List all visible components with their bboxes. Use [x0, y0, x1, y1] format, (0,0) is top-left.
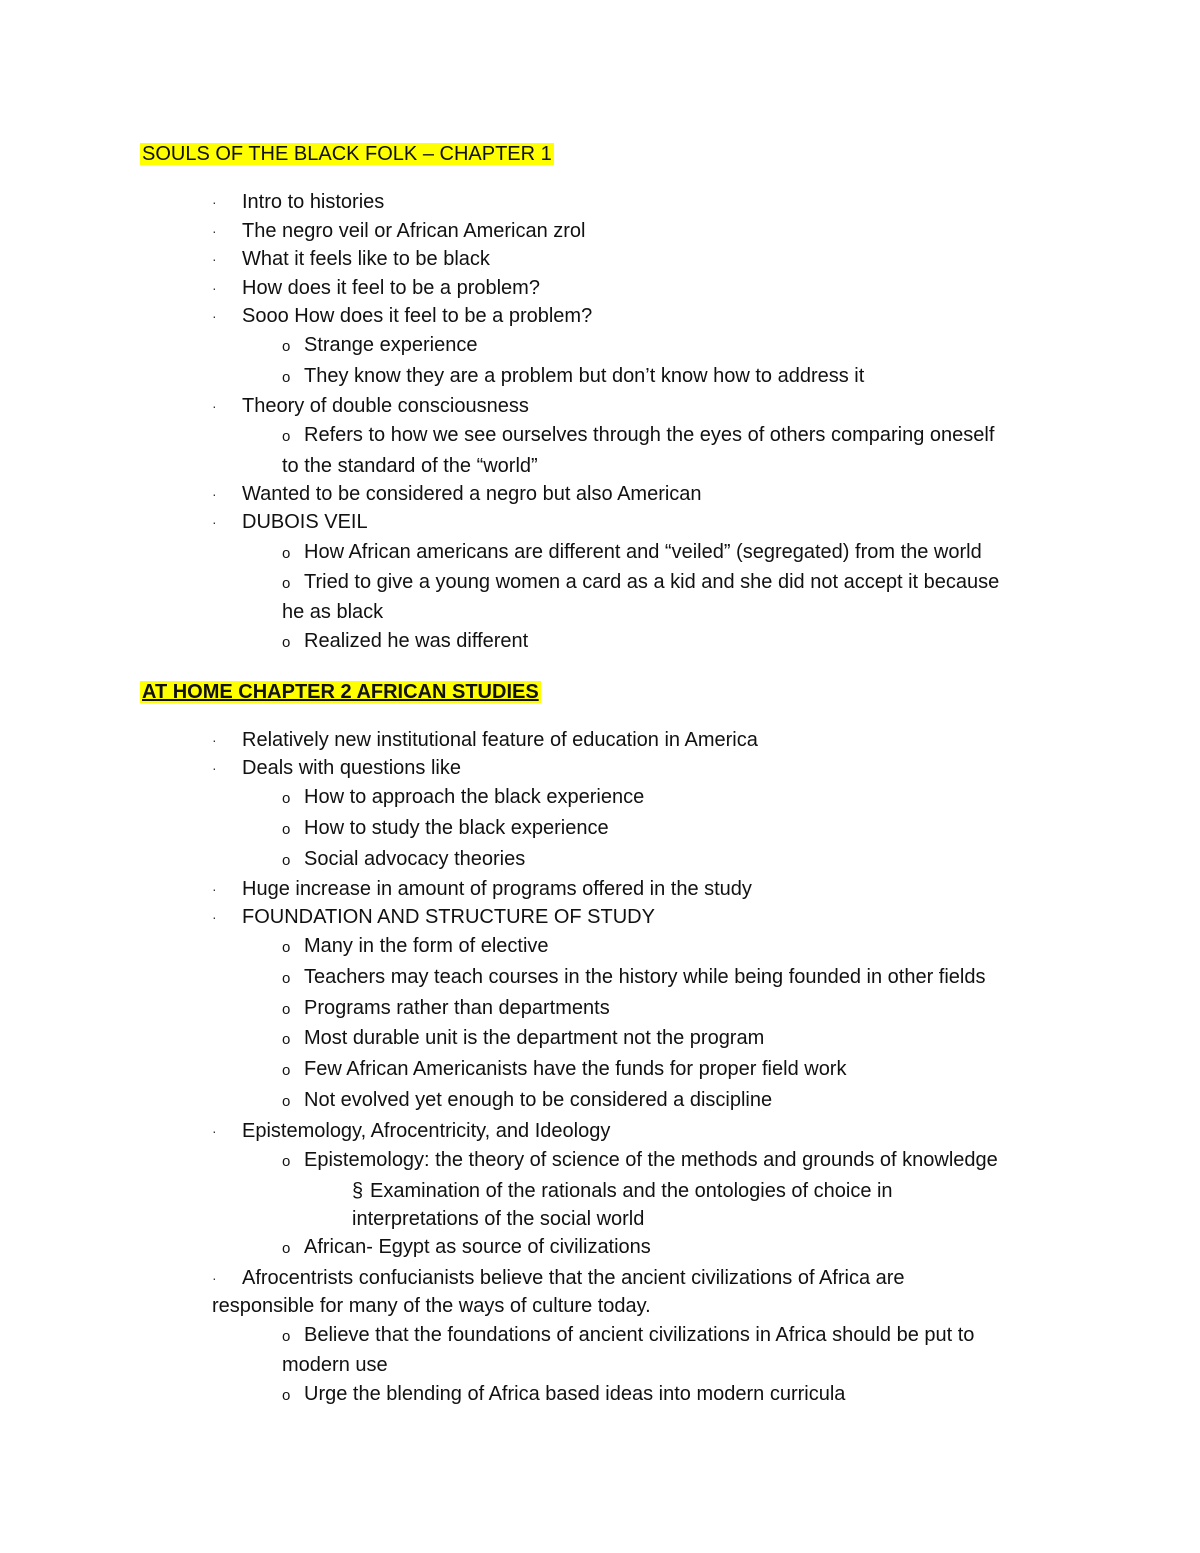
list-item-text: interpretations of the social world [352, 1208, 645, 1230]
list-item [282, 963, 986, 993]
list-item [242, 274, 540, 302]
list-item-text: Refers to how we see ourselves through the eyes of others comparing oneself [304, 424, 995, 446]
list-item-text: Urge the blending of Africa based ideas into modern curricula [304, 1383, 846, 1405]
list-item [242, 217, 586, 245]
bullet-dot-icon: · [212, 308, 217, 324]
bullet-dot-icon: · [212, 881, 217, 897]
list-item [282, 1024, 764, 1054]
list-item-text: How to approach the black experience [304, 786, 645, 808]
bullet-circle-icon: o [282, 575, 291, 592]
bullet-dot-icon: · [212, 760, 217, 776]
list-item [282, 331, 477, 361]
list-item-text: Believe that the foundations of ancient civilizations in Africa should be put to [304, 1324, 975, 1346]
list-item-text: Realized he was different [304, 630, 529, 652]
bullet-circle-icon: o [282, 338, 291, 355]
list-item [282, 1351, 388, 1379]
bullet-circle-icon: o [282, 428, 291, 445]
list-item-text: They know they are a problem but don’t know how to address it [304, 365, 865, 387]
list-item-text: Sooo How does it feel to be a problem? [242, 305, 593, 327]
list-item [242, 1264, 905, 1292]
bullet-circle-icon: o [282, 790, 291, 807]
list-item-text: modern use [282, 1354, 388, 1376]
list-item [242, 245, 490, 273]
list-item-text: he as black [282, 601, 384, 623]
list-item [282, 362, 864, 392]
list-item [282, 627, 528, 657]
list-item [282, 1321, 974, 1351]
list-item-text: Not evolved yet enough to be considered a discipline [304, 1089, 773, 1111]
bullet-dot-icon: · [212, 909, 217, 925]
bullet-circle-icon: o [282, 1240, 291, 1257]
bullet-circle-icon: o [282, 1093, 291, 1110]
bullet-dot-icon: · [212, 1270, 217, 1286]
list-item [282, 421, 994, 451]
list-item-text: Huge increase in amount of programs offered in the study [242, 878, 752, 900]
bullet-circle-icon: o [282, 1387, 291, 1404]
list-item [212, 1292, 651, 1320]
list-item-text: FOUNDATION AND STRUCTURE OF STUDY [242, 906, 655, 928]
list-item [242, 392, 529, 420]
list-item-text: Teachers may teach courses in the history while being founded in other fields [304, 966, 986, 988]
list-item [282, 568, 999, 598]
list-item-text: African- Egypt as source of civilizations [304, 1236, 651, 1258]
list-item-text: How does it feel to be a problem? [242, 277, 540, 299]
list-item [282, 538, 982, 568]
list-item-text: Deals with questions like [242, 757, 461, 779]
list-item [282, 1380, 845, 1410]
list-item [282, 1233, 651, 1263]
bullet-dot-icon: · [212, 486, 217, 502]
list-item-text: What it feels like to be black [242, 248, 490, 270]
list-item [282, 1055, 846, 1085]
list-item [282, 1146, 998, 1176]
list-item [242, 480, 702, 508]
list-item [352, 1177, 893, 1205]
bullet-circle-icon: o [282, 821, 291, 838]
list-item [242, 754, 461, 782]
bullet-circle-icon: o [282, 852, 291, 869]
list-item-text: How to study the black experience [304, 817, 609, 839]
bullet-circle-icon: o [282, 939, 291, 956]
list-item [242, 508, 368, 536]
list-item [242, 188, 384, 216]
bullet-circle-icon: o [282, 369, 291, 386]
list-item [352, 1205, 644, 1233]
list-item [242, 903, 655, 931]
list-item-text: Relatively new institutional feature of education in America [242, 729, 758, 751]
bullet-circle-icon: o [282, 545, 291, 562]
list-item [242, 1117, 610, 1145]
bullet-circle-icon: o [282, 1001, 291, 1018]
bullet-section-icon: § [352, 1180, 364, 1202]
list-item-text: Most durable unit is the department not the program [304, 1027, 765, 1049]
bullet-circle-icon: o [282, 1328, 291, 1345]
list-item [282, 814, 609, 844]
list-item-text: Tried to give a young women a card as a kid and she did not accept it because [304, 571, 1000, 593]
list-item-text: Epistemology: the theory of science of the methods and grounds of knowledge [304, 1149, 998, 1171]
list-item-text: The negro veil or African American zrol [242, 220, 586, 242]
list-item-text: Epistemology, Afrocentricity, and Ideology [242, 1120, 611, 1142]
bullet-circle-icon: o [282, 970, 291, 987]
bullet-dot-icon: · [212, 514, 217, 530]
bullet-circle-icon: o [282, 1062, 291, 1079]
bullet-circle-icon: o [282, 1153, 291, 1170]
list-item-text: Few African Americanists have the funds for proper field work [304, 1058, 847, 1080]
list-item [282, 598, 383, 626]
bullet-dot-icon: · [212, 280, 217, 296]
bullet-dot-icon: · [212, 398, 217, 414]
list-item-text: DUBOIS VEIL [242, 511, 368, 533]
list-item [242, 875, 752, 903]
section1-heading-line [140, 140, 554, 168]
list-item [242, 726, 758, 754]
bullet-dot-icon: · [212, 1123, 217, 1139]
bullet-dot-icon: · [212, 194, 217, 210]
list-item [282, 783, 644, 813]
list-item-text: responsible for many of the ways of culture today. [212, 1295, 651, 1317]
list-item [282, 845, 525, 875]
list-item-text: Many in the form of elective [304, 935, 549, 957]
bullet-circle-icon: o [282, 1031, 291, 1048]
list-item-text: Wanted to be considered a negro but also American [242, 483, 702, 505]
list-item-text: Examination of the rationals and the ontologies of choice in [370, 1180, 893, 1202]
bullet-dot-icon: · [212, 732, 217, 748]
list-item [282, 994, 610, 1024]
list-item [282, 452, 538, 480]
list-item-text: Social advocacy theories [304, 848, 526, 870]
list-item-text: to the standard of the “world” [282, 455, 538, 477]
list-item [282, 1086, 772, 1116]
list-item [282, 932, 549, 962]
list-item [242, 302, 592, 330]
list-item-text: Strange experience [304, 334, 478, 356]
bullet-circle-icon: o [282, 634, 291, 651]
section1-title: SOULS OF THE BLACK FOLK – CHAPTER 1 [142, 143, 552, 165]
list-item-text: How African americans are different and “veiled” (segregated) from the world [304, 541, 982, 563]
list-item-text: Programs rather than departments [304, 997, 610, 1019]
list-item-text: Theory of double consciousness [242, 395, 529, 417]
section2-title: AT HOME CHAPTER 2 AFRICAN STUDIES [142, 681, 539, 703]
list-item-text: Afrocentrists confucianists believe that the ancient civilizations of Africa are [242, 1267, 905, 1289]
bullet-dot-icon: · [212, 223, 217, 239]
bullet-dot-icon: · [212, 251, 217, 267]
section2-heading-line [140, 678, 541, 706]
list-item-text: Intro to histories [242, 191, 385, 213]
